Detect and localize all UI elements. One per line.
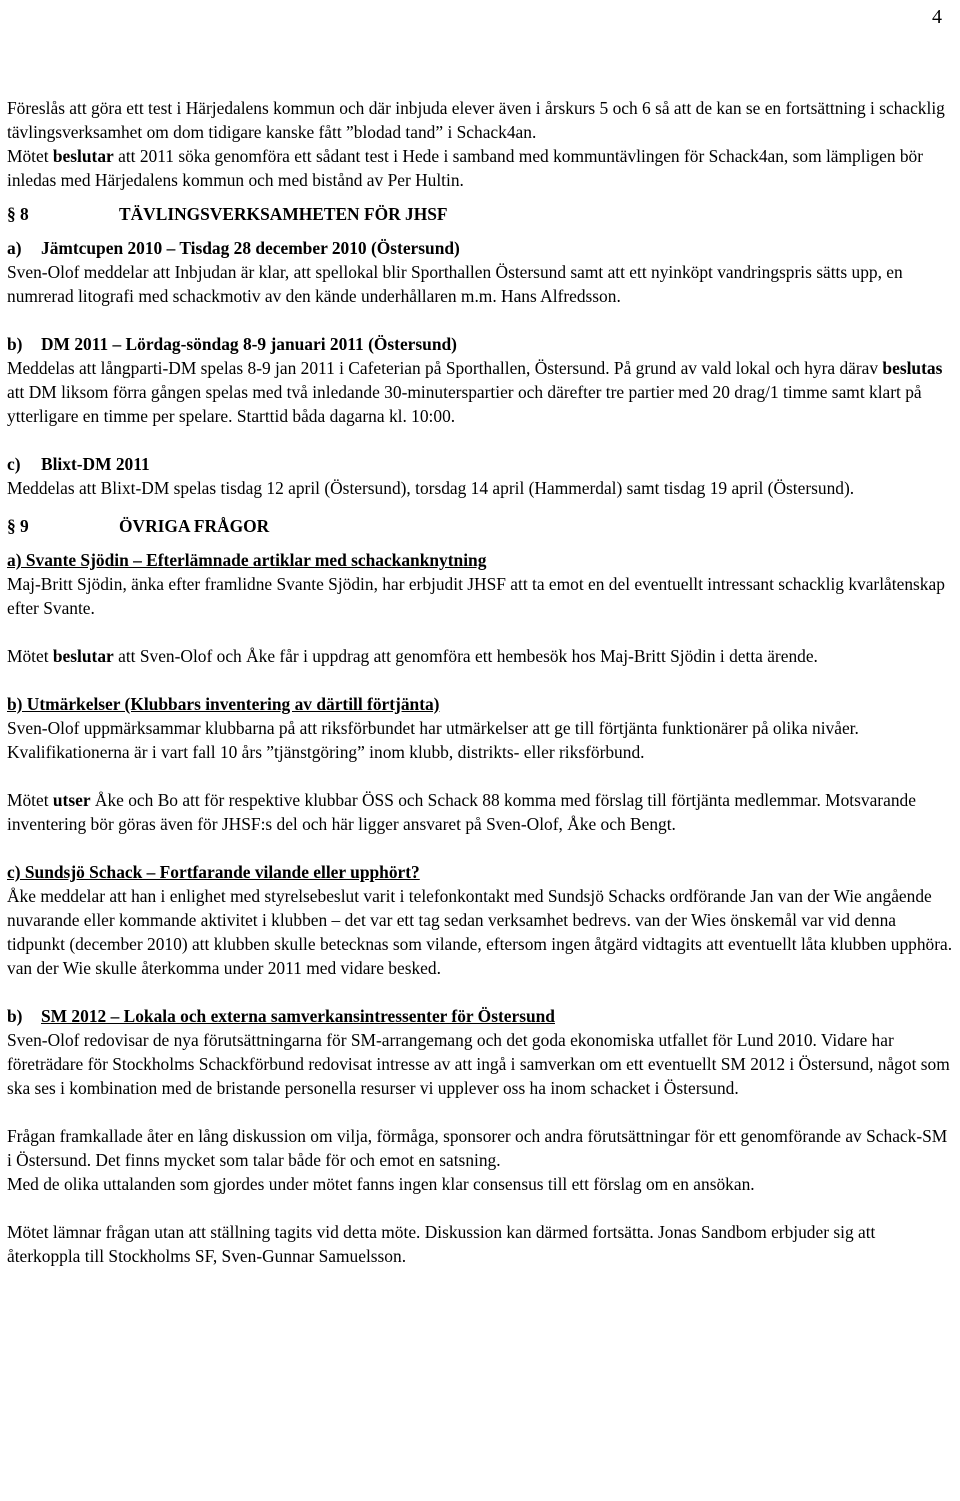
section-9-a-decision: Mötet beslutar att Sven-Olof och Åke får i uppdrag att genomföra ett hembesök hos Maj-Britt Sjödin i detta ärende. [7,646,818,666]
section-8-a-text: Sven-Olof meddelar att Inbjudan är klar, att spellokal blir Sporthallen Östersund samt att ett nyinköpt vandringspris sätts upp, en numrerad litografi med schackmotiv av den kände underhållaren m.m. Hans Alfredsson. [7,262,903,306]
section-9-d-heading: b) SM 2012 – Lokala och externa samverkansintressenter för Östersund [7,1006,555,1026]
section-8-b-heading: b) DM 2011 – Lördag-söndag 8-9 januari 2011 (Östersund) [7,334,457,354]
section-9-c-heading: c) Sundsjö Schack – Fortfarande vilande eller upphört? [7,862,420,882]
section-8-c-heading: c) Blixt-DM 2011 [7,454,150,474]
section-9-a-text: Maj-Britt Sjödin, änka efter framlidne Svante Sjödin, har erbjudit JHSF att ta emot en del eventuellt intressant schacklig kvarlåtenskap efter Svante. [7,574,945,618]
section-title: ÖVRIGA FRÅGOR [119,516,270,536]
section-8-a-heading: a) Jämtcupen 2010 – Tisdag 28 december 2010 (Östersund) [7,238,460,258]
section-9-b-heading: b) Utmärkelser (Klubbars inventering av därtill förtjänta) [7,694,440,714]
section-number: § 9 [7,516,29,536]
section-8-heading [7,202,953,226]
section-8-b-text: Meddelas att långparti-DM spelas 8-9 jan 2011 i Cafeterian på Sporthallen, Östersund. På grund av vald lokal och hyra därav beslutas att DM liksom förra gången spelas med två inledande 30-minuterspartier och därefter tre partier med 20 drag/1 timme samt klart på ytterligare en timme per spelare. Starttid båda dagarna kl. 10:00. [7,358,943,426]
decision-keyword: beslutar [52,146,114,166]
section-8-c-text: Meddelas att Blixt-DM spelas tisdag 12 april (Östersund), torsdag 14 april (Hammerdal) samt tisdag 19 april (Östersund). [7,478,855,498]
section-9-e-text-1: Frågan framkallade åter en lång diskussion om vilja, förmåga, sponsorer och andra förutsättningar för ett genomförande av Schack-SM i Östersund. Det finns mycket som talar både för och emot en satsning. [7,1126,948,1170]
intro-paragraph-1: Föreslås att göra ett test i Härjedalens kommun och där inbjuda elever även i årskurs 5 och 6 så att de kan se en fortsättning i schacklig tävlingsverksamhet om dom tidigare kanske fått ”blodad tand” i Schack4an. [7,98,945,142]
decision-keyword: beslutar [52,646,114,666]
decision-keyword: beslutas [882,358,943,378]
section-number: § 8 [7,204,29,224]
section-9-b-text: Sven-Olof uppmärksammar klubbarna på att riksförbundet har utmärkelser att ge till förtjänta funktionärer på olika nivåer. Kvalifikationerna är i vart fall 10 års ”tjänstgöring” inom klubb, distrikts- eller riksförbund. [7,718,859,762]
section-9-a-heading: a) Svante Sjödin – Efterlämnade artiklar med schackanknytning [7,550,487,570]
section-9-heading [7,514,953,538]
section-9-c-text: Åke meddelar att han i enlighet med styrelsebeslut varit i telefonkontakt med Sundsjö Schacks ordförande Jan van der Wie angående nuvarande eller kommande aktivitet i klubben – det var ett tag sedan verksamhet bedrevs. van der Wies önskemål var vid denna tidpunkt (december 2010) att klubben skulle betecknas som vilande, eftersom ingen åtgärd vidtagits att eventuellt låta klubben upphöra. van der Wie skulle återkomma under 2011 med vidare besked. [7,886,953,978]
decision-keyword: utser [52,790,91,810]
section-9-d-text: Sven-Olof redovisar de nya förutsättningarna för SM-arrangemang och det goda ekonomiska utfallet för Lund 2010. Vidare har företrädare för Stockholms Schackförbund redovisat intresse av att ingå i samverkan om ett eventuellt SM 2012 i Östersund, något som ska ses i kombination med de bristande personella resurser vi upplever oss ha inom schacket i Östersund. [7,1030,950,1098]
section-9-e-text-2: Med de olika uttalanden som gjordes under mötet fanns ingen klar consensus till ett förslag om en ansökan. [7,1174,755,1194]
page-number: 4 [932,6,942,28]
document-body [7,96,953,1268]
section-9-f-text: Mötet lämnar frågan utan att ställning tagits vid detta möte. Diskussion kan därmed fortsätta. Jonas Sandbom erbjuder sig att återkoppla till Stockholms SF, Sven-Gunnar Samuelsson. [7,1222,876,1266]
section-title: TÄVLINGSVERKSAMHETEN FÖR JHSF [119,204,448,224]
section-9-b-decision: Mötet utser Åke och Bo att för respektive klubbar ÖSS och Schack 88 komma med förslag till förtjänta medlemmar. Motsvarande inventering bör göras även för JHSF:s del och här ligger ansvaret på Sven-Olof, Åke och Bengt. [7,790,916,834]
intro-paragraph-2: Mötet beslutar att 2011 söka genomföra ett sådant test i Hede i samband med kommuntävlingen för Schack4an, som lämpligen bör inledas med Härjedalens kommun och med bistånd av Per Hultin. [7,146,924,190]
